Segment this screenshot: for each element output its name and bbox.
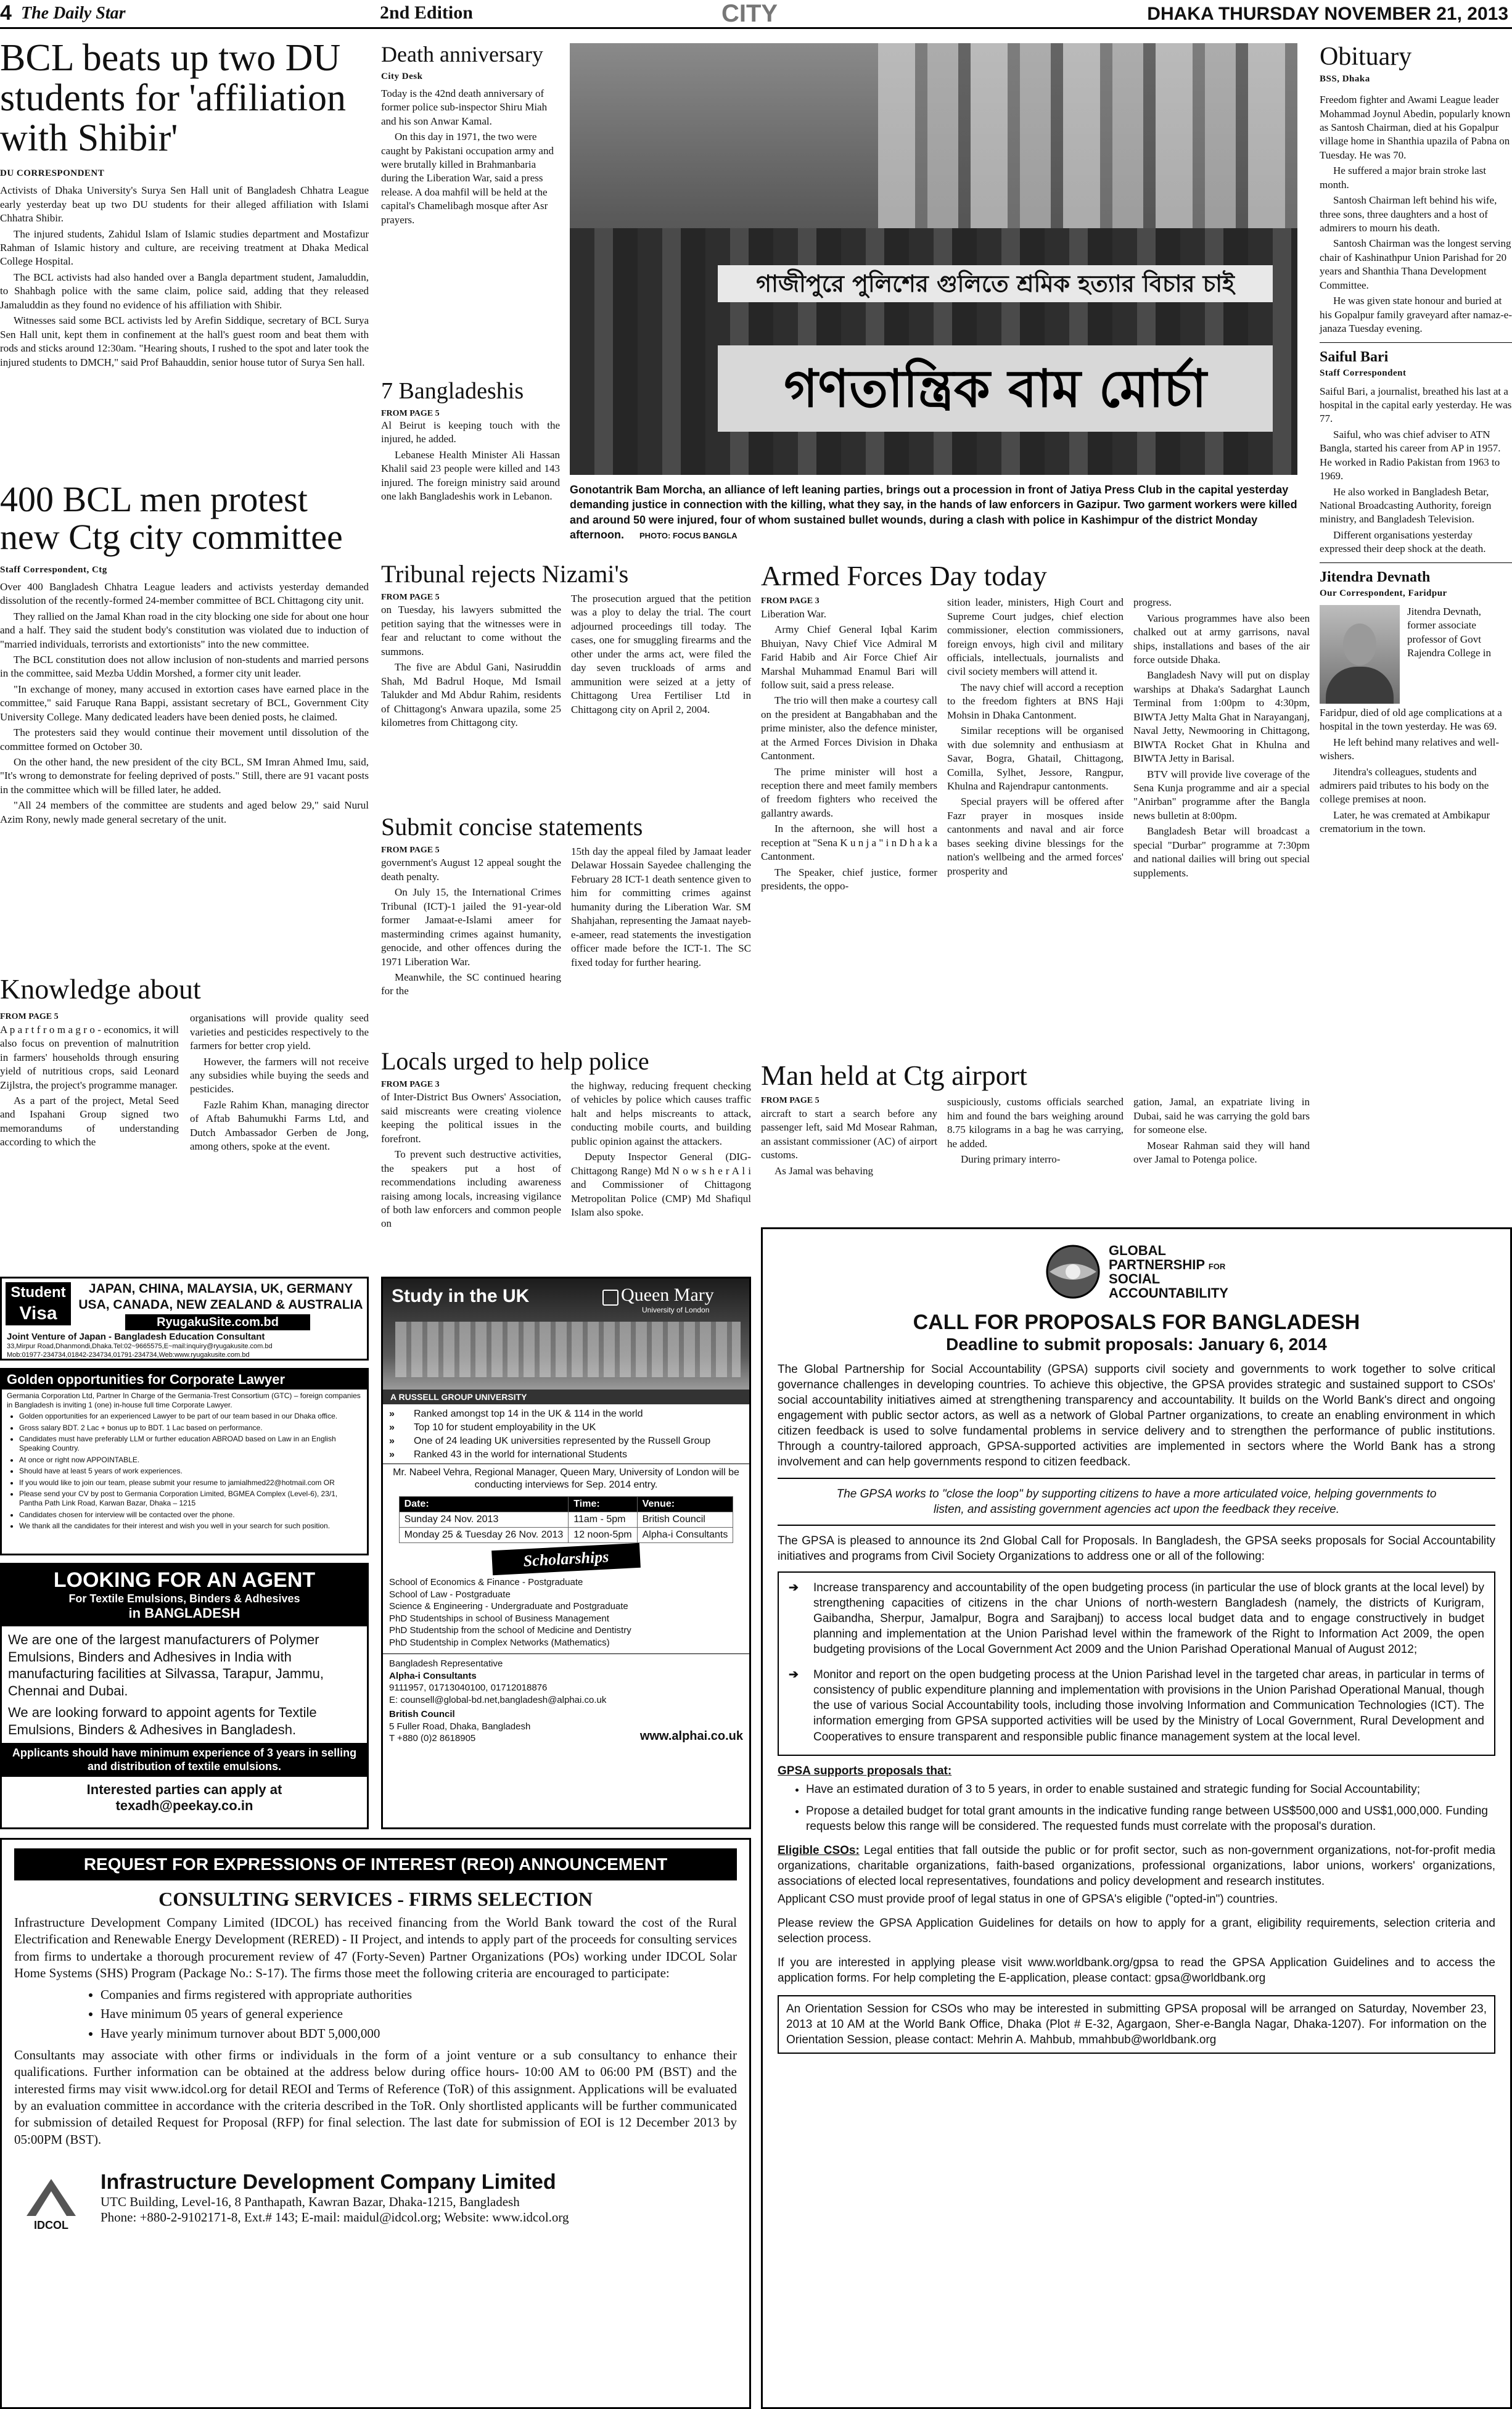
banner-top-text: গাজীপুরে পুলিশের গুলিতে শ্রমিক হত্যার বিচার চাই xyxy=(718,265,1273,302)
jitendra-body-b xyxy=(1320,706,1512,836)
gpsa-deadline: Deadline to submit proposals: January 6, 2014 xyxy=(946,1335,1327,1354)
obituary-para: Santosh Chairman was the longest serving chair of Kashinathpur Union Parishad for 20 years and Shanthia Thana Development Committee. xyxy=(1320,237,1511,291)
idcol-addr2: Phone: +880-2-9102171-8, Ext.# 143; E-mail: maidul@idcol.org; Website: www.idcol.org xyxy=(101,2210,569,2225)
gpsa-arrow-list xyxy=(789,1580,1484,1745)
armed-para: The trio will then make a courtesy call on the president at Bangabhaban and the prime minister, also the defence minister, at the Armed Forces Division in Dhaka Cantonment. xyxy=(761,694,937,762)
saiful-heading: Saiful Bari xyxy=(1320,348,1389,365)
armed-para: Bangladesh Betar will broadcast a special "Durbar" programme at 7:30pm and national dailies will bring out special supplements. xyxy=(1133,825,1310,879)
uk-header xyxy=(383,1279,749,1390)
uk-visit: Mr. Nabeel Vehra, Regional Manager, Queen Mary, University of London will be conducting interviews for Sep. 2014 entry. xyxy=(383,1464,749,1494)
locals-headline: Locals urged to help police xyxy=(381,1047,649,1075)
table-cell: Sunday 24 Nov. 2013 xyxy=(399,1512,569,1528)
idcol-logo-icon xyxy=(23,2176,79,2219)
armed-para: Army Chief General Iqbal Karim Bhuiyan, Navy Chief Vice Admiral M Farid Habib and Air Force Chief Air Marshal Muhammad Enamul Bari will follow suit, said a press release. xyxy=(761,624,937,691)
submit-para: On July 15, the International Crimes Tribunal (ICT)-1 jailed the 91-year-old former Jamaat-e-Islami ameer for masterminding crimes against humanity, genocide, and other offences during the 1971 Liberation War. xyxy=(381,886,561,968)
man-from: FROM PAGE 5 xyxy=(761,1096,820,1106)
armed-para: Various programmes have also been chalked out at army garrisons, naval ships, installations and bases of the air force outside Dhaka. xyxy=(1133,612,1310,666)
visa-address: 33,Mirpur Road,Dhanmondi,Dhaka.Tel:02~9665575,E~mail:inquiry@ryugakusite.com.bd xyxy=(7,1343,273,1350)
arrow-right-icon: ➔ xyxy=(789,1668,799,1682)
gpsa-supports-list xyxy=(778,1782,1495,1834)
uk-schools xyxy=(383,1575,749,1650)
gpsa-intro: The Global Partnership for Social Accountability (GPSA) supports civil society and governments to work together to solve critical governance challenges in developing countries. To achieve this objective, the GPSA provides strategic and sustained support to CSOs' social accountability initiatives aimed at strengthening transparency and accountability. It builds on the World Bank's direct and ongoing engagement with public sector actors, as well as a network of Global Partner organizations, to create an enabling environment in which citizen feedback is used to solve fundamental problems in service delivery and to strengthen the performance of public institutions. Through a country-tailored approach, GPSA-supported activities are implemented in sectors where the World Bank has a strong involvement and can help governments respond to citizen feedback. xyxy=(778,1363,1495,1469)
jitendra-portrait xyxy=(1320,605,1400,704)
armed-story xyxy=(761,561,1310,896)
banner-main-text: গণতান্ত্রিক বাম মোর্চা xyxy=(718,345,1273,432)
gpsa-logo-text xyxy=(1109,1243,1228,1300)
gpsa-legal: Applicant CSO must provide proof of legal status in one of GPSA's eligible ("opted-in") countries. xyxy=(778,1893,1278,1906)
armed-para: sition leader, ministers, High Court and Supreme Court judges, chief election commissioner, election commissioners, foreign envoys, high civil and military officials, intellectuals, journalists and civil society members will attend it. xyxy=(947,596,1124,678)
locals-story xyxy=(381,1048,751,1233)
lawyer-item: • At once or right now APPOINTABLE. xyxy=(19,1456,362,1465)
death-body xyxy=(381,87,560,227)
bcl-headline: BCL beats up two DU students for 'affiliation with Shibir' xyxy=(0,37,347,160)
portrait-face xyxy=(1343,624,1376,665)
table-row xyxy=(399,1528,733,1543)
uk-bc-tel: T +880 (0)2 8618905 xyxy=(389,1733,476,1744)
jitendra-para: Jitendra's colleagues, students and admirers paid tributes to his body on the college premises at noon. xyxy=(1320,765,1489,805)
man-para: suspiciously, customs officials searched him and found the bars weighing around 8.75 kilograms in a bag he was carrying, he added. xyxy=(947,1096,1124,1150)
uk-point xyxy=(389,1449,743,1461)
lawyer-item: • We thank all the candidates for their interest and wish you well in your search for such position. xyxy=(19,1522,362,1531)
idcol-p2: Consultants may associate with other firms or individuals in the form of a joint venture or a sub consultancy to enhance their qualifications. Further information can be obtained at the address below during office hours- 10:00 AM to 06:00 PM (BST) and the interested firms may visit www.idcol.org for detail REOI and Terms of Reference (ToR) of this assignment. Applications will be evaluated by an evaluation committee in accordance with the criteria described in the ToR. Only shortlisted applicants will be further communicated for submission of detailed Request for Proposal (RFP) for final selection. The last date for submission of EOI is 12 December 2013 by 05:00PM (BST). xyxy=(14,2048,737,2147)
logo-line: GLOBAL xyxy=(1109,1242,1166,1258)
news-photo xyxy=(570,43,1297,475)
lawyer-item: • Golden opportunities for an experienced Lawyer to be part of our team based in our Dhaka office. xyxy=(19,1412,362,1421)
knowledge-para: As a part of the project, Metal Seed and Ispahani Group signed two memorandums of understanding according to which the xyxy=(0,1094,179,1148)
gpsa-eligible-heading: Eligible CSOs: xyxy=(778,1843,860,1857)
armed-col2 xyxy=(947,596,1124,895)
gpsa-supports-heading: GPSA supports proposals that: xyxy=(778,1764,952,1777)
knowledge-para: Fazle Rahim Khan, managing director of Aftab Bahumukhi Farms Ltd, and Dutch Ambassador Gerben de Jong, among others, spoke at the event. xyxy=(190,1098,369,1153)
armed-para: In the afternoon, she will host a reception at "Sena K u n j a " i n D h a k a Cantonment. xyxy=(761,823,937,863)
ad-corporate-lawyer xyxy=(0,1368,369,1555)
bcl400-credit: Staff Correspondent, Ctg xyxy=(0,564,107,575)
uk-title: Study in the UK xyxy=(392,1286,530,1306)
lawyer-list xyxy=(2,1412,367,1531)
double-chevron-icon: » xyxy=(389,1422,395,1433)
tribunal-story xyxy=(381,561,751,731)
armed-col3 xyxy=(1133,596,1310,895)
table-row xyxy=(399,1512,733,1528)
jitendra-para: He left behind many relatives and well-wishers. xyxy=(1320,736,1500,762)
gpsa-close-loop: The GPSA works to "close the loop" by supporting citizens to have a more articulated voice, helping governments to listen, and assisting government agencies act upon the feedback they receive. xyxy=(778,1478,1495,1526)
bcl400-body xyxy=(0,580,369,826)
submit-col1 xyxy=(381,845,561,1000)
bcl400-para: The BCL constitution does not allow inclusion of non-students and married persons in the committee, said Mezba Uddin Morshed, a former city unit leader. xyxy=(0,653,369,680)
logo-for: FOR xyxy=(1208,1261,1226,1271)
uk-point-text: One of 24 leading UK universities represented by the Russell Group xyxy=(414,1436,711,1446)
idcol-addr1: UTC Building, Level-16, 8 Panthapath, Kawran Bazar, Dhaka-1215, Bangladesh xyxy=(101,2194,520,2210)
bcl-body xyxy=(0,184,369,369)
man-para: aircraft to start a search before any passenger left, said Md Mosear Rahman, an assistant commissioner (AC) of airport customs. xyxy=(761,1107,937,1161)
locals-from: FROM PAGE 3 xyxy=(381,1080,440,1089)
uk-point-text: Ranked amongst top 14 in the UK & 114 in the world xyxy=(414,1409,643,1419)
bcl-para: Activists of Dhaka University's Surya Sen Hall unit of Bangladesh Chhatra League early yesterday beat up two DU students for their alleged affiliation with Islami Chhatra Shibir. xyxy=(0,184,369,224)
idcol-footer xyxy=(14,2164,737,2232)
idcol-company: Infrastructure Development Company Limited xyxy=(101,2170,556,2194)
knowledge-headline: Knowledge about xyxy=(0,973,201,1005)
uk-bc: British Council xyxy=(389,1709,455,1719)
uk-table-header xyxy=(399,1497,733,1512)
uk-point-text: Top 10 for student employability in the UK xyxy=(414,1422,596,1433)
man-headline: Man held at Ctg airport xyxy=(761,1060,1027,1091)
saiful-para: Saiful Bari, a journalist, breathed his last at a hospital in the capital early yesterday. He was 77. xyxy=(1320,385,1512,425)
uk-building xyxy=(395,1322,741,1377)
gpsa-apply[interactable]: If you are interested in applying please visit www.worldbank.org/gpsa to read the GPSA Application Guidelines and to access the application forms. For help completing the E-application, please contact: gpsa@worldbank.org xyxy=(778,1956,1495,1985)
table-cell: British Council xyxy=(637,1512,733,1528)
double-chevron-icon: » xyxy=(389,1436,395,1446)
logo-line: SOCIAL xyxy=(1109,1271,1161,1287)
visa-student: Student xyxy=(10,1284,66,1301)
bcl400-para: Over 400 Bangladesh Chhatra League leaders and activists yesterday demanded dissolution of the recently-formed 24-member committee of BCL Chittagong city unit. xyxy=(0,580,369,607)
locals-col1 xyxy=(381,1079,561,1233)
page-number: 4 xyxy=(0,1,12,25)
gpsa-arrow-text: Increase transparency and accountability of the open budgeting process (in particular the use of block grants at the local level) by strengthening capacities of citizens in the char Unions of north-western Bangladesh (namely, the districts of Kurigram, Gaibandha, Sherpur, Jamalpur, Bogra and Sarajbanj) to access local budget data and to engage constructively in budget planning and implementation at the Union Parishad level within the framework of the Right to Information Act 2009, the open budgeting provisions of the Local Government Act 2009 and the Union Parishad Operational Manual of August 2012; xyxy=(813,1581,1484,1657)
gpsa-eligible-text: Legal entities that fall outside the public or for profit sector, such as non-government organizations, not-for-profit media organizations, charitable organizations, faith-based organizations, professional organizations, labor unions, workers' organizations, associations of elected local representatives, foundations and policy development and research institutes. xyxy=(778,1843,1495,1888)
bcl-para: The injured students, Zahidul Islam of Islamic studies department and Mostafizur Rahman of Islamic history and culture, are receiving treatment at Dhaka Medical College Hospital. xyxy=(0,228,369,268)
agent-title: LOOKING FOR AN AGENT xyxy=(53,1568,316,1592)
ad-gpsa xyxy=(761,1227,1512,2409)
agent-sub2: in BANGLADESH xyxy=(128,1605,240,1621)
gpsa-review: Please review the GPSA Application Guidelines for details on how to apply for a grant, eligibility requirements, selection criteria and selection process. xyxy=(778,1917,1495,1946)
armed-col1 xyxy=(761,596,937,895)
bcl400-para: "All 24 members of the committee are students and aged below 29," said Nurul Azim Rony, newly made general secretary of the unit. xyxy=(0,799,369,825)
idcol-criterion: • Companies and firms registered with appropriate authorities xyxy=(101,1987,737,2003)
armed-para: The navy chief will accord a reception to the freedom fighters at BNS Haji Mohsin in Dhaka Cantonment. xyxy=(947,681,1124,721)
knowledge-para: However, the farmers will not receive any subsidies while buying the seeds and pesticides. xyxy=(190,1055,369,1095)
jitendra-para: Later, he was cremated at Ambikapur crematorium in the town. xyxy=(1320,809,1490,835)
lawyer-item: • Gross salary BDT. 2 Lac + bonus up to BDT. 1 Lac based on performance. xyxy=(19,1423,362,1433)
man-para: As Jamal was behaving xyxy=(774,1164,874,1177)
obituary-para: He suffered a major brain stroke last month. xyxy=(1320,165,1486,191)
section-name: CITY xyxy=(721,0,778,27)
seven-from: FROM PAGE 5 xyxy=(381,408,440,418)
locals-para: Deputy Inspector General (DIG-Chittagong Range) Md N o w s h e r A l i and Commissioner of Chittagong Metropolitan Police (CMP) Md Shafiqul Islam also spoke. xyxy=(571,1151,751,1218)
jitendra-para: Jitendra Devnath, former associate professor of Govt Rajendra College in xyxy=(1407,605,1491,659)
submit-para: 15th day the appeal filed by Jamaat leader Delawar Hossain Sayedee challenging the February 28 ICT-1 death sentence given to him for committing crimes against humanity during the Liberation War. SM Shahjahan, representing the Jamaat nayeb-e-ameer, read statements the investigation officer made before the ICT-1. The SC fixed today for further hearing. xyxy=(571,846,751,968)
death-para: On this day in 1971, the two were caught by Pakistani occupation army and were brutally killed in Brahmanbaria during the Liberation War, said a press release. A doa mahfil will be held at the capital's Chamelibagh mosque after Asr prayers. xyxy=(381,131,554,226)
knowledge-para: A p a r t f r o m a g r o - economics, it will also focus on prevention of malnutrition in farmers' households through ensuring yield of nutritious crops, said Leonard Zijlstra, the project's programme manager. xyxy=(0,1023,179,1091)
uk-school: School of Economics & Finance - Postgraduate xyxy=(389,1577,583,1587)
jitendra-credit: Our Correspondent, Faridpur xyxy=(1320,588,1447,598)
bcl400-para: They rallied on the Jamal Khan road in the city blocking one side for about one hour and a half. They said the student body's constitution was violated due to induction of "married individuals, terrorists and extortionists" into the new committee. xyxy=(0,610,369,650)
bcl400-para: "In exchange of money, many accused in extortion cases have earned place in the committee," said Faruque Rana Bappi, assistant secretary of BCL, Government City University College. Many dedicated leaders have been denied posts, he claimed. xyxy=(0,683,369,723)
submit-headline: Submit concise statements xyxy=(381,813,643,841)
armed-para: The Speaker, chief justice, former presidents, the oppo- xyxy=(761,866,937,892)
bcl-para: The BCL activists had also handed over a Bangla department student, Jamaluddin, to Shahbagh police with the same claim, police said, adding that they released Jamaluddin as they found no evidence of his affiliation with Shibir. xyxy=(0,271,369,311)
man-col1 xyxy=(761,1095,937,1180)
tribunal-col2 xyxy=(571,592,751,731)
table-cell: 11am - 5pm xyxy=(569,1512,637,1528)
table-cell: Monday 25 & Tuesday 26 Nov. 2013 xyxy=(399,1528,569,1543)
gpsa-announce: The GPSA is pleased to announce its 2nd Global Call for Proposals. In Bangladesh, the GPSA seeks proposals for Social Accountability initiatives and programs from Civil Society Organizations to address one or all of the following: xyxy=(778,1534,1495,1563)
arrow-right-icon: ➔ xyxy=(789,1581,799,1594)
agent-p2: We are looking forward to appoint agents for Textile Emulsions, Binders & Adhesives in Bangladesh. xyxy=(8,1705,317,1737)
tribunal-col1 xyxy=(381,592,561,731)
man-para: gation, Jamal, an expatriate living in Dubai, said he was carrying the gold bars for someone else. xyxy=(1133,1096,1310,1136)
lawyer-intro: Germania Corporation Ltd, Partner In Charge of the Germania-Trest Consortium (GTC) – foreign companies in Bangladesh is inviting 1 (one) in-house full time Corporate Lawyer. xyxy=(7,1391,361,1409)
table-header-cell: Date: xyxy=(399,1497,569,1512)
idcol-p1: Infrastructure Development Company Limited (IDCOL) has received financing from the World Bank toward the cost of the Rural Electrification and Renewable Energy Development (RERED) - II Project, and intends to apply part of the proceeds for consulting services from firms to undertake a thorough procurement review of 47 (Forty-Seven) Partner Organizations (POs) working under IDCOL Solar Home Systems (SHS) Program (Package No.: S-17). The firms those meet the following criteria are encouraged to participate: xyxy=(14,1915,737,1980)
obituary-para: Freedom fighter and Awami League leader Mohammad Joynul Abedin, popularly known as Santosh Chairman, died at his Gopalpur village home in Shanthia upazila of Pabna on Tuesday. He was 70. xyxy=(1320,94,1511,161)
man-col3 xyxy=(1133,1095,1310,1180)
uk-point xyxy=(389,1422,743,1434)
uk-bc-addr: 5 Fuller Road, Dhaka, Bangladesh xyxy=(389,1721,531,1732)
jitendra-heading: Jitendra Devnath xyxy=(1320,569,1431,585)
logo-line: ACCOUNTABILITY xyxy=(1109,1285,1228,1301)
uk-points xyxy=(383,1404,749,1464)
gpsa-arrow-item xyxy=(789,1580,1484,1657)
masthead xyxy=(0,0,1512,28)
bcl400-para: The protesters said they would continue their movement until dissolution of the committee formed on October 30. xyxy=(0,727,369,752)
submit-from: FROM PAGE 5 xyxy=(381,846,440,855)
tribunal-from: FROM PAGE 5 xyxy=(381,593,440,602)
death-headline: Death anniversary xyxy=(381,42,543,67)
saiful-para: He also worked in Bangladesh Betar, National Broadcasting Authority, foreign ministry, and Bangladesh Television. xyxy=(1320,485,1492,525)
obituary-divider xyxy=(1320,342,1512,343)
agent-email[interactable]: texadh@peekay.co.in xyxy=(115,1798,253,1814)
uk-point xyxy=(389,1435,743,1447)
bcl-credit: DU CORRESPONDENT xyxy=(0,168,105,179)
idcol-contact xyxy=(101,2170,569,2225)
uk-school: PhD Studentship in Complex Networks (Mathematics) xyxy=(389,1637,610,1648)
bcl400-para: On the other hand, the new president of the city BCL, SM Imran Ahmed Imu, said, "It's wrong to demonstrate for feeling deprived of posts." Still, there are 91 vacant posts in the committee which will be filled later, he added. xyxy=(0,756,369,796)
visa-jv: Joint Venture of Japan - Bangladesh Education Consultant xyxy=(7,1332,265,1342)
agent-header xyxy=(2,1565,367,1626)
lawyer-item: • Candidates chosen for interview will be contacted over the phone. xyxy=(19,1510,362,1520)
photo-caption xyxy=(570,482,1297,542)
tribunal-headline: Tribunal rejects Nizami's xyxy=(381,560,629,588)
agent-band: Applicants should have minimum experience of 3 years in selling and distribution of textile emulsions. xyxy=(2,1743,367,1777)
obituary-story xyxy=(1320,43,1512,838)
agent-apply: Interested parties can apply at xyxy=(86,1782,282,1798)
masthead-rule xyxy=(0,27,1512,29)
idcol-logo xyxy=(14,2164,88,2232)
uk-scholarships: Scholarships xyxy=(491,1543,641,1576)
idcol-title: CONSULTING SERVICES - FIRMS SELECTION xyxy=(158,1888,593,1910)
saiful-body xyxy=(1320,385,1512,556)
armed-para: Liberation War. xyxy=(761,607,826,620)
double-chevron-icon: » xyxy=(389,1449,395,1460)
locals-para: of Inter-District Bus Owners' Association, said miscreants were creating violence keeping the political issues in the forefront. xyxy=(381,1091,561,1145)
table-header-cell: Venue: xyxy=(637,1497,733,1512)
tribunal-para: The prosecution argued that the petition was a ploy to delay the trial. The court adjourned proceedings till today. The cases, one for smuggling firearms and the other under the arms act, were filed the day seven truckloads of arms and ammunition were seized at a jetty of Chittagong Urea Fertiliser Ltd in Chittagong city on April 2, 2004. xyxy=(571,593,751,715)
seven-body xyxy=(381,419,560,504)
idcol-criteria xyxy=(14,1987,737,2042)
death-story xyxy=(381,43,560,229)
edition: 2nd Edition xyxy=(380,2,473,23)
obituary-para: Santosh Chairman left behind his wife, three sons, three daughters and a host of admirers to mourn his death. xyxy=(1320,194,1497,234)
uk-point xyxy=(389,1408,743,1420)
armed-para: Bangladesh Navy will put on display warships at Dhaka's Sadarghat Launch Terminal from 1:00pm to 4:30pm, BIWTA Jetty Malta Ghat in Narayanganj, Naval Jetty, Newmooring in Chittagong, BIWTA Rocket Ghat in Khulna and BIWTA Jetty in Barisal. xyxy=(1133,669,1310,765)
uk-point-text: Ranked 43 in the world for international Students xyxy=(414,1449,627,1460)
obituary-credit: BSS, Dhaka xyxy=(1320,74,1370,84)
gpsa-title: CALL FOR PROPOSALS FOR BANGLADESH xyxy=(913,1311,1360,1334)
saiful-para: Different organisations yesterday expressed their deep shock at the death. xyxy=(1320,529,1486,555)
qm-logo-icon xyxy=(602,1290,618,1306)
knowledge-para: organisations will provide quality seed varieties and pesticides respectively to the farmers for better crop yield. xyxy=(190,1012,369,1052)
ad-student-visa xyxy=(0,1277,369,1361)
agent-p1: We are one of the largest manufacturers of Polymer Emulsions, Binders and Adhesives in India with manufacturing facilities at Silvassa, Tarapur, Jammu, Chennai and Dubai. xyxy=(8,1632,324,1699)
uk-school: Science & Engineering - Undergraduate and Postgraduate xyxy=(389,1601,628,1612)
uk-rep-name: Alpha-i Consultants xyxy=(389,1670,477,1681)
seven-para: Al Beirut is keeping touch with the injured, he added. xyxy=(381,419,560,445)
photo-placards xyxy=(878,43,1297,228)
table-header-cell: Time: xyxy=(569,1497,637,1512)
bcl-para: Witnesses said some BCL activists led by Arefin Siddique, secretary of BCL Surya Sen Hall unit, kept them in confinement at the hall's guest room and beat them with rods and sticks around 12:30am. "Hearing shouts, I rushed to the spot and later took the injured students to DMCH," said Prof Bahauddin, senior house tutor of Surya Sen hall. xyxy=(0,315,369,368)
visa-visa: Visa xyxy=(19,1303,57,1324)
idcol-logo-text: IDCOL xyxy=(34,2218,68,2231)
idcol-band: REQUEST FOR EXPRESSIONS OF INTEREST (REOI) ANNOUNCEMENT xyxy=(14,1848,737,1880)
knowledge-story xyxy=(0,974,369,1156)
armed-para: The prime minister will host a reception there and meet family members of freedom fighters who received the gallantry awards. xyxy=(761,765,937,819)
gpsa-arrow-text: Monitor and report on the open budgeting process at the Union Parishad level in the targeted char areas, in particular in terms of consistency of public expenditure planning and implementation with provisions in the Union Parishad Operational Manual, though the use of various Social Accountability tools, including those involving Information and Communication Technologies (ICT). The information emerging from GPSA supported activities will be used by the Ministry of Local Government, Rural Development and Cooperatives to ensure transparent and responsible public finance management system at the local level. xyxy=(813,1668,1484,1744)
armed-para: progress. xyxy=(1133,596,1172,609)
lawyer-item: • Should have at least 5 years of work experiences. xyxy=(19,1467,362,1476)
globe-icon xyxy=(1045,1243,1101,1300)
uk-contacts xyxy=(383,1653,749,1748)
death-credit: City Desk xyxy=(381,71,423,81)
tribunal-para: The five are Abdul Gani, Nasiruddin Shah, Md Badrul Hoque, Md Ismail Talukder and Md Abdur Rahim, residents of Chittagong's Anwara upazila, some 25 kilometres from Chittagong city. xyxy=(381,661,561,728)
table-cell: Alpha-i Consultants xyxy=(637,1528,733,1543)
uk-school: School of Law - Postgraduate xyxy=(389,1589,511,1600)
idcol-criterion: • Have minimum 05 years of general experience xyxy=(101,2006,737,2022)
visa-mobile: Mob:01977-234734,01842-234734,01791-234734,Web:www.ryugakusite.com.bd xyxy=(7,1351,250,1359)
portrait-shoulders xyxy=(1326,667,1394,704)
armed-from: FROM PAGE 3 xyxy=(761,596,820,606)
gpsa-support-item: • Have an estimated duration of 3 to 5 years, in order to enable sustained and strategic funding for Social Accountability; xyxy=(806,1782,1495,1797)
gpsa-arrow-box xyxy=(778,1571,1495,1756)
locals-col2 xyxy=(571,1079,751,1233)
ad-idcol xyxy=(0,1838,751,2409)
obituary-para: He was given state honour and buried at his Gopalpur family graveyard after namaz-e-janaza Tuesday evening. xyxy=(1320,295,1512,335)
saiful-credit: Staff Correspondent xyxy=(1320,368,1407,378)
gpsa-support-item: • Propose a detailed budget for total grant amounts in the indicative funding range between US$500,000 and US$1,000,000. Funding requests below this range will be considered. The requested funds must correlate with the proposal's duration. xyxy=(806,1803,1495,1834)
uk-school: PhD Studentship from the school of Medicine and Dentistry xyxy=(389,1625,631,1636)
visa-site: RyugakuSite.com.bd xyxy=(125,1314,310,1330)
paper-name: The Daily Star xyxy=(21,4,126,23)
agent-sub1: For Textile Emulsions, Binders & Adhesives xyxy=(68,1592,300,1605)
knowledge-col2 xyxy=(190,1011,369,1155)
visa-label-block xyxy=(6,1282,71,1325)
tribunal-para: on Tuesday, his lawyers submitted the petition saying that the witnesses were in fear and reluctant to come without the summons. xyxy=(381,604,561,657)
uk-rep-email[interactable]: E: counsell@global-bd.net,bangladesh@alphai.co.uk xyxy=(389,1694,607,1705)
gpsa-arrow-item xyxy=(789,1667,1484,1744)
ad-study-uk xyxy=(381,1277,751,1829)
qm-sub: University of London xyxy=(642,1306,710,1314)
knowledge-col1 xyxy=(0,1011,179,1155)
uk-web[interactable]: www.alphai.co.uk xyxy=(639,1729,743,1743)
submit-para: government's August 12 appeal sought the death penalty. xyxy=(381,857,561,883)
submit-story xyxy=(381,814,751,1000)
seven-para: Lebanese Health Minister Ali Hassan Khalil said 23 people were killed and 143 injured. The foreign ministry said around one lakh Bangladeshis work in Lebanon. xyxy=(381,448,560,503)
armed-para: BTV will provide live coverage of the Sena Kunja programme and air a special "Anirban" programme after the Bangla news bulletin at 8:00pm. xyxy=(1133,768,1310,822)
armed-headline: Armed Forces Day today xyxy=(761,560,1047,591)
bcl-story xyxy=(0,38,369,371)
armed-para: Special prayers will be offered after Fazr prayer in mosques inside cantonments and naval and air force bases seeking divine blessings for the nation's wellbeing and the armed forces' prosperity and xyxy=(947,796,1124,877)
knowledge-from: FROM PAGE 5 xyxy=(0,1012,59,1022)
bcl400-headline: 400 BCL men protest new Ctg city committee xyxy=(0,479,343,557)
lawyer-item: • Please send your CV by post to Germania Corporation Limited, BGMEA Complex (Level-6), 23/1, Pantha Path Link Road, Karwan Bazar, Dhaka – 1215 xyxy=(19,1489,362,1507)
ad-agent xyxy=(0,1563,369,1829)
gpsa-eligible xyxy=(778,1843,1495,1889)
submit-col2 xyxy=(571,845,751,1000)
submit-para: Meanwhile, the SC continued hearing for the xyxy=(381,971,561,997)
double-chevron-icon: » xyxy=(389,1409,395,1419)
photo-credit: PHOTO: FOCUS BANGLA xyxy=(639,530,738,540)
seven-headline: 7 Bangladeshis xyxy=(381,378,524,404)
armed-para: Similar receptions will be organised with due solemnity and enthusiasm at Savar, Bogra, Ghatail, Chittagong, Comilla, Sylhet, Jessore, Rangpur, Khulna and Rajendrapur cantonments. xyxy=(947,725,1124,792)
gpsa-orientation: An Orientation Session for CSOs who may be interested in submitting GPSA proposal will be arranged on Saturday, November 23, 2013 at 10 AM at the World Bank Office, Dhaka (Plot # E-32, Agargaon, Sher-e-Bangla Nagar, Dhaka-1207). For information on the Orientation Session, please contact: Mehrin A. Mahbub, mmahbub@worldbank.org xyxy=(778,1995,1495,2054)
caption-text: Gonotantrik Bam Morcha, an alliance of left leaning parties, brings out a procession in front of Jatiya Press Club in the capital yesterday demanding justice in connection with the killing, what they say, in the hands of law enforcers in Gazipur. Two garment workers were killed and around 50 were injured, four of whom sustained bullet wounds, during a clash with police in Kashimpur of the district Monday afternoon. xyxy=(570,484,1297,541)
man-col2 xyxy=(947,1095,1124,1180)
jitendra-para: Faridpur, died of old age complications at a hospital in the town yesterday. He was 69. xyxy=(1320,706,1502,733)
table-cell: 12 noon-5pm xyxy=(569,1528,637,1543)
death-para: Today is the 42nd death anniversary of former police sub-inspector Shiru Miah and his son Anwar Kamal. xyxy=(381,87,548,127)
obituary-headline: Obituary xyxy=(1320,43,1412,71)
obituary-divider xyxy=(1320,562,1512,563)
uk-school: PhD Studentships in school of Business Management xyxy=(389,1613,609,1624)
obituary-body xyxy=(1320,93,1512,336)
seven-story xyxy=(381,379,560,506)
lawyer-title: Golden opportunities for Corporate Lawyer xyxy=(2,1370,367,1390)
visa-countries: JAPAN, CHINA, MALAYSIA, UK, GERMANY USA, CANADA, NEW ZEALAND & AUSTRALIA xyxy=(78,1282,363,1312)
lawyer-item: • If you would like to join our team, please submit your resume to jamialhmed22@hotmail.com OR xyxy=(19,1478,362,1488)
locals-para: To prevent such destructive activities, the speakers put a host of recommendations including awareness raising among locals, increasing vigilance of both law enforcers and common people on xyxy=(381,1148,561,1230)
jitendra-body-a xyxy=(1407,605,1512,704)
uk-rep: Bangladesh Representative xyxy=(389,1658,503,1669)
uk-schedule-table xyxy=(399,1496,734,1543)
idcol-criterion: • Have yearly minimum turnover about BDT 5,000,000 xyxy=(101,2025,737,2042)
qm-name: Queen Mary xyxy=(621,1285,714,1305)
saiful-para: Saiful, who was chief adviser to ATN Bangla, started his career from AP in 1957. He worked in Radio Pakistan from 1963 to 1969. xyxy=(1320,428,1501,482)
gpsa-logo xyxy=(778,1238,1495,1306)
locals-para: the highway, reducing frequent checking of vehicles by police which causes traffic halt and helps miscreants to attack, conducting mobile courts, and building public opinion against the attackers. xyxy=(571,1080,751,1147)
bcl400-story xyxy=(0,481,369,828)
lawyer-item: • Candidates must have preferably LLM or further education ABROAD based on Law in an English Speaking Country. xyxy=(19,1435,362,1452)
date-line: DHAKA THURSDAY NOVEMBER 21, 2013 xyxy=(1147,4,1508,24)
man-para: During primary interro- xyxy=(961,1153,1061,1166)
logo-line: PARTNERSHIP xyxy=(1109,1256,1205,1272)
man-para: Mosear Rahman said they will hand over Jamal to Potenga police. xyxy=(1133,1139,1310,1166)
uk-russell: A RUSSELL GROUP UNIVERSITY xyxy=(383,1390,749,1404)
uk-rep-tel: 9111957, 01713040100, 01712018876 xyxy=(389,1682,548,1693)
man-story xyxy=(761,1061,1310,1180)
